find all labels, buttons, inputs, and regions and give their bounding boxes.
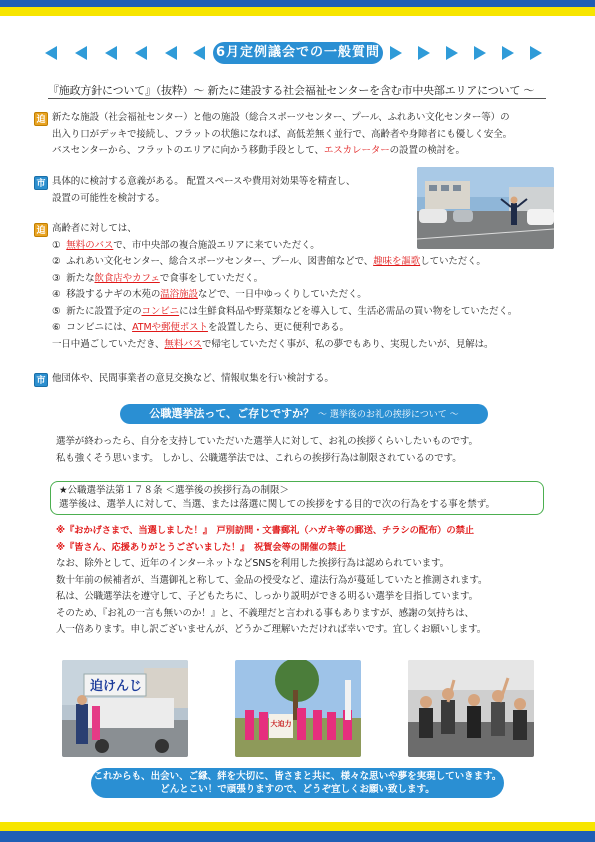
chevron-left-icon [135, 46, 147, 60]
q2-item-text: ふれあい文化センター、総合スポーツセンター、プール、図書館などで、 [66, 256, 374, 267]
celebration-photo [408, 660, 534, 757]
q2-item-number: ③ [52, 272, 61, 284]
closing-message [91, 768, 504, 798]
supporters-photo [235, 660, 361, 757]
chevron-right-icon [390, 46, 402, 60]
q2-item-highlight: ATMや郵便ポスト [132, 322, 208, 333]
q2-item-4 [52, 287, 517, 304]
chevron-left-icon [45, 46, 57, 60]
q2-item-6 [52, 320, 517, 337]
bottom-blue-stripe [0, 831, 595, 842]
shi-badge-icon: 市 [34, 373, 48, 387]
chevron-right-icon [418, 46, 430, 60]
chevron-left-icon [105, 46, 117, 60]
question-1 [52, 110, 512, 160]
q2-item-text: コンビニには、 [66, 322, 133, 333]
prohibited-act-2: ※『皆さん、応援ありがとうございました！』 祝賀会等の開催の禁止 [56, 541, 346, 553]
chevron-left-icon [75, 46, 87, 60]
top-yellow-stripe [0, 7, 595, 16]
q2-item-text: で食事をしていただく。 [159, 272, 264, 284]
closing-message-line2: どんとこい！で頑張りますので、どうぞ宜しくお願い致します。 [160, 784, 435, 795]
section1-subheading: 『施政方針について』（抜粋）～ 新たに建設する社会福祉センターを含む市中央部エリアについて ～ [48, 84, 535, 97]
sako-badge-icon: 迫 [34, 223, 48, 237]
question-2 [52, 221, 517, 353]
escalator-highlight: エスカレーター [323, 145, 390, 156]
q2-closing-text-end: で帰宅していただく事が、私の夢でもあり、実現したいが、見解は。 [202, 338, 494, 350]
section2-intro-line2: 私も強くそう思います。 しかし、公職選挙法では、これらの挨拶行為は制限されているのです。 [56, 452, 462, 464]
q2-item-text: 移設するナギの木苑の [66, 289, 161, 300]
chevron-right-icon [474, 46, 486, 60]
section2-title-sub: ～ 選挙後のお礼の挨拶について ～ [318, 410, 459, 420]
q2-item-number: ① [52, 239, 61, 251]
q2-item-1 [52, 238, 517, 255]
page-title: 6月定例議会での一般質問 [213, 42, 383, 64]
q2-item-text: 新たに設置予定の [66, 305, 142, 317]
closing-message-line1: これからも、出会い、ご縁、絆を大切に、皆さまと共に、様々な思いや夢を実現していきます。 [93, 771, 502, 782]
q2-closing [52, 337, 517, 354]
poster-text: 迫けんじ [89, 679, 142, 694]
answer-1 [52, 174, 355, 207]
section2-title [120, 404, 488, 424]
subheading-divider [48, 98, 546, 99]
q2-item-highlight: 飲食店やカフェ [94, 272, 160, 284]
q2-item-text: には生鮮食料品や野菜類などを導入して、生活必需品の買い物をしていただく。 [179, 305, 518, 317]
chevron-right-icon [530, 46, 542, 60]
question-2-intro: 高齢者に対しては、 [52, 223, 137, 234]
q2-item-number: ⑥ [52, 322, 61, 333]
question-1-line1: 新たな施設（社会福祉センター）と他の施設（総合スポーツセンター、プール、ふれあい文化センター等）の [52, 112, 510, 123]
law-box-heading: ★公職選挙法第１７８条 ＜選挙後の挨拶行為の制限＞ [59, 485, 290, 496]
q2-item-5 [52, 304, 517, 321]
section2-body-line: なお、除外として、近年のインターネットなどSNSを利用した挨拶行為は認められています。 [56, 558, 450, 569]
section2-title-main: 公職選挙法って、ご存じですか？ [149, 407, 315, 420]
section2-body [56, 556, 487, 639]
election-law-box [50, 481, 544, 515]
chevron-left-icon [165, 46, 177, 60]
section2-intro [56, 434, 478, 467]
title-row [0, 42, 595, 64]
free-bus-highlight: 無料バス [164, 338, 203, 350]
q2-item-text: 新たな [66, 272, 95, 284]
q2-item-highlight: 無料のバス [66, 239, 114, 251]
question-1-line3 [52, 143, 512, 160]
chevron-right-icon [446, 46, 458, 60]
top-blue-stripe [0, 0, 595, 7]
q1-text-end: の設置の検討を。 [389, 145, 465, 156]
chevron-right-icon [502, 46, 514, 60]
campaign-car-photo [62, 660, 188, 757]
q2-item-number: ② [52, 256, 61, 267]
q2-item-highlight: 趣味を謳歌 [373, 256, 421, 267]
q2-item-number: ④ [52, 289, 61, 300]
q2-item-number: ⑤ [52, 305, 61, 317]
q2-item-2 [52, 254, 517, 271]
section2-body-line: 私は、公職選挙法を遵守して、子どもたちに、しっかり説明ができる明るい選挙を目指しています。 [56, 591, 479, 602]
q2-item-3 [52, 271, 517, 288]
sako-badge-icon: 迫 [34, 112, 48, 126]
shi-badge-icon: 市 [34, 176, 48, 190]
bottom-yellow-stripe [0, 822, 595, 831]
q2-item-text: を設置したら、更に便利である。 [207, 322, 349, 333]
law-box-text: 選挙後は、選挙人に対して、当選、または落選に関しての挨拶をする目的で次の行為をする事を禁ず。 [59, 499, 496, 510]
prohibited-acts [56, 523, 474, 556]
q2-item-text: していただく。 [420, 256, 486, 267]
banner-text: 大迫力 [270, 720, 292, 728]
prohibited-act-1: ※『おかげさまで、当選しました！』 戸別訪問・文書郵礼（ハガキ等の郵送、チラシの配布）の禁止 [56, 525, 474, 536]
chevron-left-icon [193, 46, 205, 60]
section2-intro-line1: 選挙が終わったら、自分を支持していただいた選挙人に対して、お礼の挨拶くらいしたいものです。 [56, 436, 478, 447]
q2-item-highlight: 温浴施設 [160, 289, 198, 300]
section2-body-line: 数十年前の候補者が、当選御礼と称して、金品の授受など、違法行為が蔓延していたと推測されます。 [56, 574, 488, 586]
q2-item-highlight: コンビニ [141, 305, 180, 317]
section2-body-line: 人一倍あります。申し訳ございませんが、どうかご理解いただければ幸いです。宜しくお願いします。 [56, 624, 487, 635]
q2-closing-text: 一日中過ごしていただき、 [52, 338, 165, 350]
q1-text: バスセンターから、フラットのエリアに向かう移動手段として、 [52, 145, 324, 156]
question-1-line2: 出入り口がデッキで接続し、フラットの状態になれば、高低差無く並行で、高齢者や身障者にも優しく安全。 [52, 128, 513, 140]
answer-1-line2: 設置の可能性を検討する。 [52, 192, 165, 204]
answer-1-line1: 具体的に検討する意義がある。 配置スペースや費用対効果等を精査し、 [52, 176, 356, 187]
section2-body-line: そのため、『お礼の一言も無いのか！』と、不義理だと言われる事もありますが、感謝の気持ちは、 [56, 607, 474, 619]
q2-item-text: で、市中央部の複合施設エリアに来ていただく。 [113, 239, 320, 251]
answer-2: 他団体や、民間事業者の意見交換など、情報収集を行い検討する。 [52, 373, 334, 384]
q2-item-text: などで、一日中ゆっくりしていただく。 [197, 289, 367, 300]
